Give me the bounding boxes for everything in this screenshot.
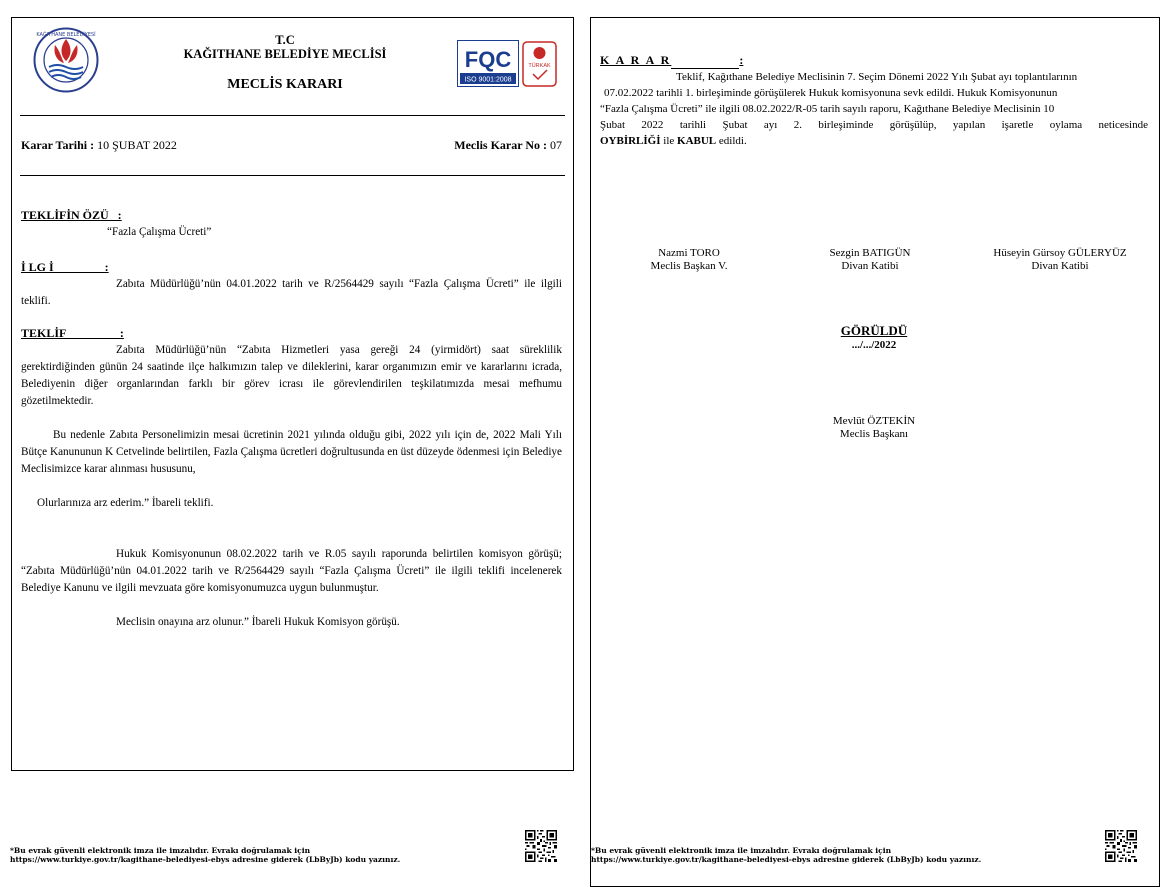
header-divider: [20, 115, 565, 116]
document-header: [150, 34, 420, 93]
teklif-paragraph-3: Olurlarınıza arz ederim.” İbareli teklifi.: [37, 497, 214, 509]
ilgi-text: Zabıta Müdürlüğü’nün 04.01.2022 tarih ve R/2564429 sayılı “Fazla Çalışma Ücreti” ile ilgili teklifi.: [21, 278, 562, 307]
decision-line-5: OYBİRLİĞİ ile KABUL edildi.: [600, 135, 747, 147]
decision-line-2: 07.02.2022 tarihli 1. birleşiminde görüşülerek Hukuk komisyonuna sevk edildi. Hukuk Komisyonunun: [604, 87, 1058, 99]
teklif-paragraph-2: Bu nedenle Zabıta Personelimizin mesai ücretinin 2021 yılında olduğu gibi, 2022 yılı için de, 2022 Mali Yılı Bütçe Kanununun K Cetvelinde belirtilen, Fazla Çalışma ücretleri doğrultusunda en üst düzeyde ödenmesi için Belediye Meclisimizce karar alınması hususunu,: [21, 429, 562, 475]
teklif-paragraph-5: Meclisin onayına arz olunur.” İbareli Hukuk Komisyon görüşü.: [116, 616, 400, 628]
teklif-heading: TEKLİF :: [21, 326, 124, 340]
qr-code-icon[interactable]: [1105, 830, 1137, 862]
decision-line-4: Şubat 2022 tarihli Şubat ayı 2. birleşiminde görüşülüp, yapılan işaretle oylama neticesinde: [600, 119, 1148, 131]
footer-verification-note: *Bu evrak güvenli elektronik imza ile imzalıdır. Evrakı doğrulamak için https://www.turkiye.gov.tr/kagithane-belediyesi-ebys adresine giderek (LbByJb) kodu yazınız.: [591, 846, 982, 864]
turkak-text: TÜRKAK: [528, 63, 551, 69]
ozu-heading: TEKLİFİN ÖZÜ :: [21, 208, 122, 222]
signature-chair-deputy: Nazmi TORO Meclis Başkan V.: [650, 247, 728, 272]
cert-iso-text: ISO 9001:2008: [464, 76, 512, 84]
teklif-paragraph-1: Zabıta Müdürlüğü’nün “Zabıta Hizmetleri yasa gereği 24 (yirmidört) saat süreklilik gerektirdiğinden günün 24 saatinde ilçe halkımızın talep ve dileklerini, karar organımızın emir ve kararlarını icrada, Belediyenin diğer organlarından farklı bir görev icrası ile görevlendirilen teşkilatımızda mesai mefhumu gözetilmektedir.: [21, 344, 562, 407]
document-page-2: [590, 0, 1165, 878]
footer-verification-note: *Bu evrak güvenli elektronik imza ile imzalıdır. Evrakı doğrulamak için https://www.turkiye.gov.tr/kagithane-belediyesi-ebys adresine giderek (LbByJb) kodu yazınız.: [10, 846, 401, 864]
logo-text: KAĞITHANE BELEDİYESİ: [36, 32, 96, 38]
ilgi-heading: İ LG İ :: [21, 260, 109, 274]
decision-line-1: Teklif, Kağıthane Belediye Meclisinin 7. Seçim Dönemi 2022 Yılı Şubat ayı toplantılarının: [676, 71, 1078, 83]
decision-heading: K A R A R :: [600, 53, 744, 67]
meta-divider: [20, 175, 565, 176]
document-page-1: [0, 0, 578, 878]
goruldu-date: .../.../2022: [851, 339, 897, 351]
section-ilgi: [21, 259, 562, 310]
header-tc: T.C: [275, 33, 295, 47]
decision-date: Karar Tarihi : 10 ŞUBAT 2022: [21, 138, 177, 152]
ozu-text: “Fazla Çalışma Ücreti”: [107, 226, 212, 238]
goruldu-title: GÖRÜLDÜ: [840, 323, 908, 338]
goruldu-block: [590, 323, 1158, 352]
decision-number: Meclis Karar No : 07: [454, 138, 562, 152]
cert-logo-text: FQC: [464, 47, 512, 72]
section-teklif: [21, 325, 562, 631]
signature-secretary-2: Hüseyin Gürsoy GÜLERYÜZ Divan Katibi: [993, 247, 1127, 272]
teklif-paragraph-4: Hukuk Komisyonunun 08.02.2022 tarih ve R.05 sayılı raporunda belirtilen komisyon görüşü; “Zabıta Müdürlüğü’nün 04.01.2022 tarih ve R/2564429 sayılı “Fazla Çalışma Ücreti” ile ilgili teklifi incelenerek Belediye Kanunu ve ilgili mevzuata göre komisyonumuzca uygun bulunmuştur.: [21, 548, 562, 594]
decision-line-3: “Fazla Çalışma Ücreti” ile ilgili 08.02.2022/R-05 tarih sayılı raporu, Kağıthane Belediye Meclisinin 10: [600, 103, 1055, 115]
signature-president: Mevlüt ÖZTEKİN Meclis Başkanı: [832, 415, 916, 440]
section-ozu: [21, 207, 562, 241]
document-title: MECLİS KARARI: [227, 77, 343, 92]
decision-section: [600, 52, 1148, 149]
header-organization: KAĞITHANE BELEDİYE MECLİSİ: [183, 47, 387, 61]
municipality-logo: [33, 27, 99, 93]
qr-code-icon[interactable]: [525, 830, 557, 862]
certification-logo: [457, 40, 559, 88]
signature-secretary-1: Sezgin BATIGÜN Divan Katibi: [829, 247, 911, 272]
